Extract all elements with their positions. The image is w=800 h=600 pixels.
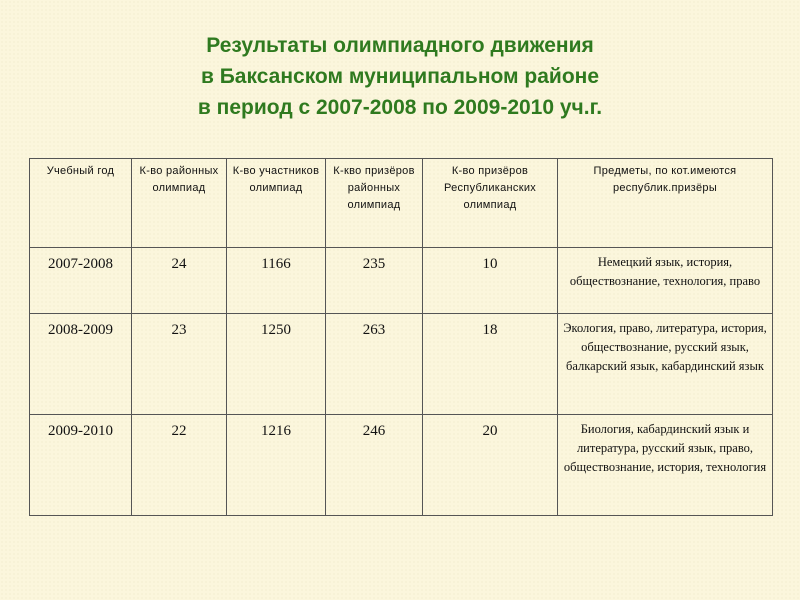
- cell-participants: 1166: [227, 248, 326, 314]
- page-title: [0, 30, 800, 123]
- cell-district-winners: 246: [326, 415, 423, 516]
- table-row: [30, 314, 773, 415]
- header-year: Учебный год: [30, 159, 132, 248]
- cell-participants: 1250: [227, 314, 326, 415]
- header-district-winners: К-кво призёров районных олимпиад: [326, 159, 423, 248]
- cell-republic-winners: 18: [423, 314, 558, 415]
- cell-subjects: Биология, кабардинский язык и литература, русский язык, право, обществознание, история, технология: [558, 415, 773, 516]
- cell-district-olympiads: 24: [132, 248, 227, 314]
- cell-year: 2007-2008: [30, 248, 132, 314]
- title-line-3: в период с 2007-2008 по 2009-2010 уч.г.: [197, 96, 603, 119]
- cell-year: 2009-2010: [30, 415, 132, 516]
- header-participants: К-во участников олимпиад: [227, 159, 326, 248]
- header-republic-winners: К-во призёров Республиканских олимпиад: [423, 159, 558, 248]
- olympiad-results-table: [29, 158, 773, 516]
- table-row: [30, 248, 773, 314]
- header-district-olympiads: К-во районных олимпиад: [132, 159, 227, 248]
- title-line-1: Результаты олимпиадного движения: [206, 34, 594, 57]
- cell-participants: 1216: [227, 415, 326, 516]
- cell-district-winners: 263: [326, 314, 423, 415]
- cell-year: 2008-2009: [30, 314, 132, 415]
- cell-subjects: Немецкий язык, история, обществознание, технология, право: [558, 248, 773, 314]
- cell-republic-winners: 20: [423, 415, 558, 516]
- cell-district-olympiads: 23: [132, 314, 227, 415]
- cell-district-olympiads: 22: [132, 415, 227, 516]
- cell-district-winners: 235: [326, 248, 423, 314]
- title-line-2: в Баксанском муниципальном районе: [200, 65, 600, 88]
- cell-subjects: Экология, право, литература, история, обществознание, русский язык, балкарский язык, кабардинский язык: [558, 314, 773, 415]
- cell-republic-winners: 10: [423, 248, 558, 314]
- table-row: [30, 415, 773, 516]
- header-subjects: Предметы, по кот.имеются республик.призёры: [558, 159, 773, 248]
- table-header-row: [30, 159, 773, 248]
